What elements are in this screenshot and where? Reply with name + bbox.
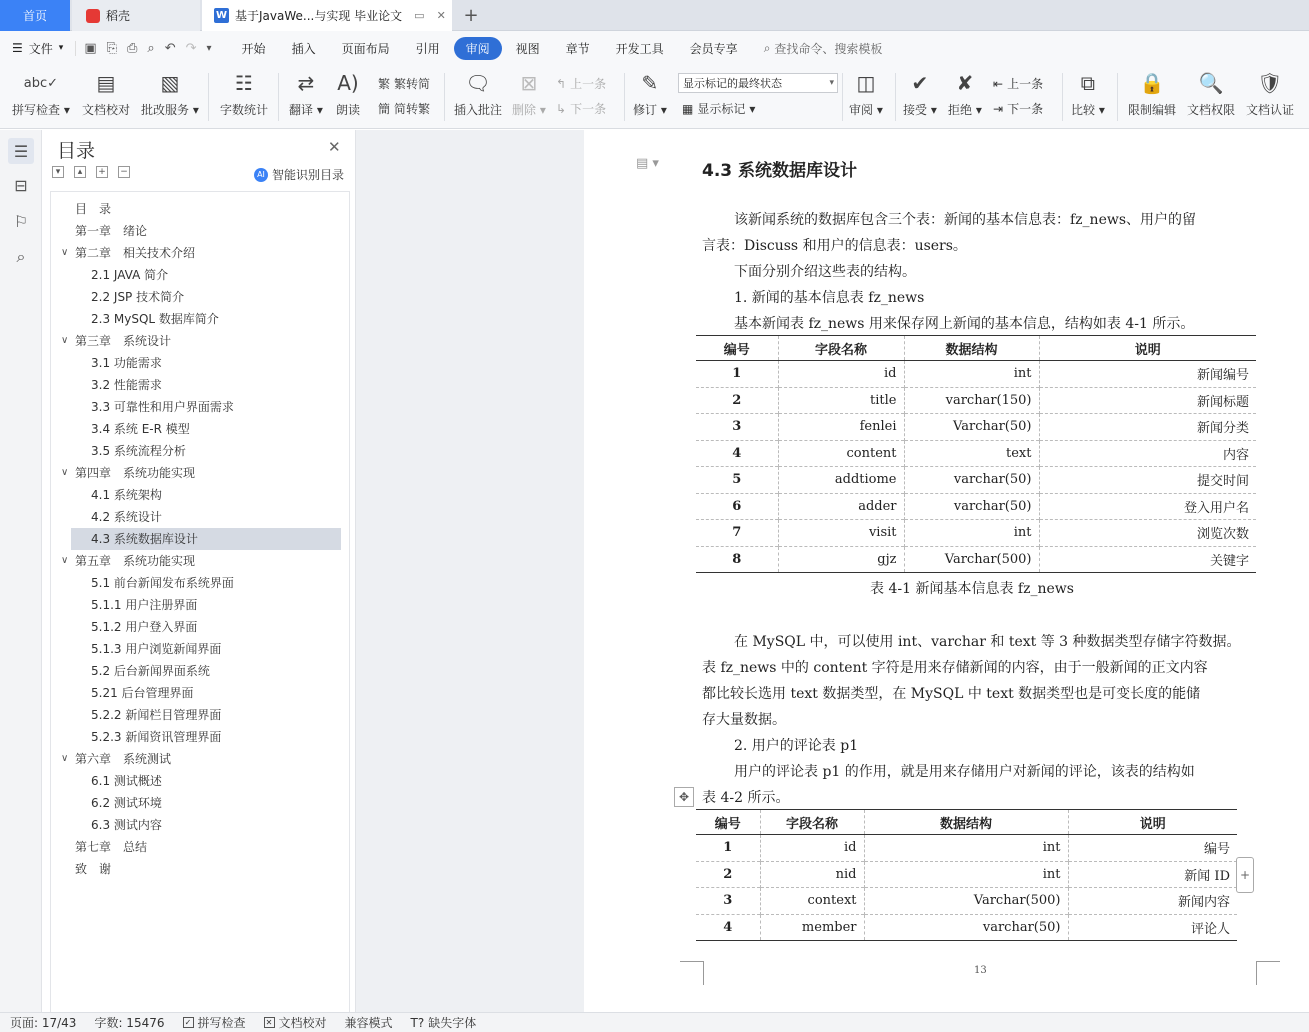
table-cell[interactable]: 登入用户名 — [1039, 493, 1256, 520]
paragraph-line: 都比较长选用 text 数据类型，在 MySQL 中 text 数据类型也是可变长度的能储 — [702, 686, 1201, 702]
simp-to-trad-button[interactable]: 簡 简转繁 — [378, 102, 431, 116]
paragraph-line: 基本新闻表 fz_news 用来保存网上新闻的基本信息，结构如表 4-1 所示。 — [734, 316, 1195, 332]
trad-to-simp-button[interactable]: 繁 繁转简 — [378, 77, 431, 91]
prev-change-button[interactable]: ⇤ 上一条 — [993, 76, 1044, 91]
redo-icon[interactable]: ↷ — [185, 40, 197, 56]
delete-comment-button[interactable]: ⊠ 删除 ▾ — [512, 71, 546, 117]
chevron-down-icon[interactable]: ∨ — [61, 555, 69, 566]
delete-comment-icon: ⊠ — [520, 71, 538, 95]
table-cell[interactable]: 2 — [696, 861, 760, 888]
toc-title: 目录 — [57, 140, 96, 162]
toc-item[interactable]: 3.1 功能需求 — [91, 356, 162, 370]
ribbon-divider — [278, 73, 279, 121]
chevron-down-icon[interactable]: ∨ — [61, 335, 69, 346]
prev-change-icon: ⇤ — [993, 76, 1004, 91]
daoke-logo-icon — [86, 9, 100, 23]
table-row — [696, 467, 1256, 494]
compare-icon: ⧉ — [1080, 71, 1096, 95]
chapter-nav-icon[interactable]: ⊟ — [14, 175, 28, 195]
missing-font-button[interactable]: T? 缺失字体 — [410, 1015, 477, 1030]
table-cell[interactable]: 7 — [696, 520, 778, 547]
tab-close-icon[interactable]: ✕ — [436, 9, 446, 22]
table-header-cell: 字段名称 — [778, 336, 904, 361]
table-row — [696, 493, 1256, 520]
table-header-cell: 数据结构 — [904, 336, 1039, 361]
remove-level-icon[interactable]: − — [118, 166, 130, 178]
table-row — [696, 414, 1256, 441]
menu-items — [230, 37, 752, 60]
search-icon[interactable]: ⌕ — [16, 247, 26, 266]
smart-recognize-icon: AI — [254, 168, 268, 182]
table-cell[interactable]: member — [760, 914, 864, 941]
table-cell[interactable]: Varchar(500) — [864, 888, 1068, 915]
chevron-down-icon[interactable]: ∨ — [61, 753, 69, 764]
proofread-button[interactable]: ▤ 文档校对 — [82, 71, 131, 117]
restrict-editing-button[interactable]: 🔒 限制编辑 — [1128, 71, 1177, 117]
table-cell[interactable]: gjz — [778, 546, 904, 573]
table-cell[interactable]: 6 — [696, 493, 778, 520]
paragraph-line: 1. 新闻的基本信息表 fz_news — [734, 290, 925, 306]
toc-item[interactable]: 第一章 绪论 — [75, 224, 148, 238]
section-heading: 4.3 系统数据库设计 — [702, 161, 858, 181]
table-header-cell: 数据结构 — [864, 810, 1068, 835]
tab-bar — [0, 0, 1309, 31]
word-count-indicator[interactable]: 字数: 15476 — [94, 1016, 165, 1030]
table-cell[interactable]: 新闻内容 — [1068, 888, 1237, 915]
table-cell[interactable]: varchar(50) — [904, 467, 1039, 494]
word-count-icon: ☷ — [235, 71, 253, 95]
table-cell[interactable]: title — [778, 387, 904, 414]
toc-item[interactable]: 6.1 测试概述 — [91, 774, 162, 788]
toc-item[interactable]: 3.4 系统 E-R 模型 — [91, 422, 190, 436]
markup-state-select[interactable]: 显示标记的最终状态 ▾ — [678, 73, 838, 93]
table-cell[interactable]: int — [904, 361, 1039, 388]
toc-item[interactable]: 第六章 系统测试 — [75, 752, 172, 766]
document-format-icon[interactable]: ▤ ▾ — [636, 156, 659, 171]
read-aloud-button[interactable]: A) 朗读 — [335, 71, 360, 117]
table-cell[interactable]: id — [760, 835, 864, 862]
table-cell[interactable]: addtiome — [778, 467, 904, 494]
prev-comment-button[interactable]: ↰ 上一条 — [556, 76, 607, 91]
status-bar — [0, 1012, 1309, 1032]
file-menu[interactable] — [0, 40, 75, 57]
navigation-strip — [0, 130, 42, 1012]
table-header-cell: 编号 — [696, 810, 760, 835]
menu-item[interactable]: 引用 — [415, 41, 440, 56]
next-change-icon: ⇥ — [993, 101, 1004, 116]
menu-item[interactable]: 会员专享 — [689, 41, 738, 56]
toc-item[interactable]: 2.1 JAVA 简介 — [91, 268, 169, 282]
checkbox-icon: ✕ — [264, 1017, 275, 1028]
save-icon[interactable]: ▣ — [84, 40, 97, 56]
new-tab-button[interactable]: + — [463, 5, 479, 26]
table-cell[interactable]: int — [864, 835, 1068, 862]
table-cell[interactable]: 3 — [696, 888, 760, 915]
collapse-all-icon[interactable]: ▴ — [74, 166, 86, 178]
page-corner-mark — [1256, 961, 1280, 985]
spell-check-button[interactable]: abc✓ 拼写检查 ▾ — [12, 69, 70, 118]
news-table[interactable] — [696, 335, 1256, 573]
toc-item[interactable]: 致 谢 — [75, 862, 112, 876]
paragraph-line: 存大量数据。 — [702, 712, 786, 728]
paragraph-line: 用户的评论表 p1 的作用，就是用来存储用户对新闻的评论，该表的结构如 — [734, 764, 1195, 780]
table-cell[interactable]: nid — [760, 861, 864, 888]
close-icon[interactable]: ✕ — [328, 138, 341, 156]
toc-item[interactable]: 5.1.3 用户浏览新闻界面 — [91, 642, 222, 656]
chevron-down-icon[interactable]: ∨ — [61, 247, 69, 258]
table-cell[interactable]: varchar(150) — [904, 387, 1039, 414]
menu-bar — [0, 31, 1309, 65]
page-background — [356, 130, 584, 1012]
paragraph-line: 言表：Discuss 和用户的信息表：users。 — [702, 238, 967, 254]
print-icon[interactable]: ⎙ — [127, 40, 138, 56]
table-cell[interactable]: Varchar(500) — [904, 546, 1039, 573]
chevron-down-icon: ▾ — [829, 78, 834, 88]
word-count-button[interactable]: ☷ 字数统计 — [220, 71, 269, 117]
table-cell[interactable]: varchar(50) — [864, 914, 1068, 941]
menu-item[interactable]: 审阅 — [454, 37, 502, 60]
table-cell[interactable]: id — [778, 361, 904, 388]
table-row — [696, 888, 1237, 915]
translate-icon: ⇄ — [297, 71, 315, 95]
toc-item[interactable]: 5.2 后台新闻界面系统 — [91, 664, 210, 678]
customize-icon[interactable]: ▾ — [206, 42, 212, 54]
compare-button[interactable]: ⧉ 比较 ▾ — [1071, 71, 1105, 117]
tab-home[interactable] — [0, 0, 70, 31]
toc-item[interactable]: 第七章 总结 — [75, 840, 148, 854]
table-row — [696, 914, 1237, 941]
hamburger-icon: ☰ — [12, 41, 23, 55]
proofread-toggle[interactable]: ✕ 文档校对 — [264, 1014, 327, 1031]
table-row — [696, 520, 1256, 547]
ribbon-divider — [208, 73, 209, 121]
toc-item[interactable]: 3.3 可靠性和用户界面需求 — [91, 400, 234, 414]
proofread-icon: ▤ — [96, 71, 116, 95]
toc-panel-icon[interactable]: ☰ — [8, 138, 34, 164]
toc-list — [50, 191, 350, 1012]
read-aloud-icon: A) — [337, 71, 359, 95]
table-row — [696, 861, 1237, 888]
table-row — [696, 546, 1256, 573]
menu-item[interactable]: 页面布局 — [341, 41, 390, 56]
paragraph-line: 在 MySQL 中，可以使用 int、varchar 和 text 等 3 种数据类型存储字符数据。 — [734, 634, 1241, 650]
menu-item[interactable]: 开发工具 — [615, 41, 664, 56]
menu-item[interactable]: 开始 — [241, 41, 266, 56]
comment-table[interactable] — [696, 809, 1237, 941]
reject-icon: ✘ — [956, 71, 974, 95]
tab-home-label: 首页 — [22, 9, 47, 23]
table-cell[interactable]: 新闻 ID — [1068, 861, 1237, 888]
chevron-down-icon: ▾ — [58, 43, 64, 53]
toc-item[interactable]: 第三章 系统设计 — [75, 334, 172, 348]
add-level-icon[interactable]: + — [96, 166, 108, 178]
page-corner-mark — [680, 961, 704, 985]
show-markup-button[interactable]: ▦ 显示标记 ▾ — [682, 101, 756, 116]
ribbon-divider — [624, 73, 625, 121]
table-header-cell: 说明 — [1068, 810, 1237, 835]
table-caption: 表 4-1 新闻基本信息表 fz_news — [870, 581, 1074, 597]
add-column-button[interactable]: + — [1236, 857, 1254, 893]
smart-toc-label: 智能识别目录 — [272, 168, 345, 182]
tab-daoke-label: 稻壳 — [106, 9, 131, 23]
toc-item[interactable]: 4.2 系统设计 — [91, 510, 162, 524]
accept-button[interactable]: ✔ 接受 ▾ — [903, 71, 937, 117]
toc-item[interactable]: 3.2 性能需求 — [91, 378, 162, 392]
table-cell[interactable]: int — [904, 520, 1039, 547]
table-cell[interactable]: 编号 — [1068, 835, 1237, 862]
next-comment-icon: ↳ — [556, 101, 567, 116]
table-cell[interactable]: 新闻分类 — [1039, 414, 1256, 441]
table-cell[interactable]: content — [778, 440, 904, 467]
ribbon-divider — [1062, 73, 1063, 121]
shield-icon: 🛡 — [1257, 71, 1283, 95]
spell-check-toggle[interactable]: ✓ 拼写检查 — [183, 1014, 246, 1031]
table-cell[interactable]: int — [864, 861, 1068, 888]
print-preview-icon[interactable]: ⌕ — [147, 40, 155, 56]
toc-panel — [42, 130, 356, 1012]
toc-item[interactable]: 4.3 系统数据库设计 — [71, 528, 341, 550]
toc-item[interactable]: 5.2.3 新闻资讯管理界面 — [91, 730, 222, 744]
toc-item[interactable]: 2.3 MySQL 数据库简介 — [91, 312, 219, 326]
next-change-button[interactable]: ⇥ 下一条 — [993, 101, 1044, 116]
show-markup-icon: ▦ — [682, 101, 694, 116]
table-cell[interactable]: 评论人 — [1068, 914, 1237, 941]
tab-daoke[interactable] — [72, 0, 200, 31]
toc-item[interactable]: 2.2 JSP 技术简介 — [91, 290, 185, 304]
ribbon-divider — [444, 73, 445, 121]
insert-comment-icon: 🗨 — [465, 71, 491, 95]
table-cell[interactable]: context — [760, 888, 864, 915]
ribbon-review — [0, 65, 1309, 129]
toc-item[interactable]: 目 录 — [75, 202, 112, 216]
table-cell[interactable]: 4 — [696, 914, 760, 941]
table-cell[interactable]: fenlei — [778, 414, 904, 441]
table-cell[interactable]: 3 — [696, 414, 778, 441]
table-move-handle-icon[interactable]: ✥ — [674, 787, 694, 807]
review-pane-button[interactable]: ◫ 审阅 ▾ — [849, 71, 883, 117]
annotate-service-button[interactable]: ▧ 批改服务 ▾ — [141, 71, 199, 117]
spell-check-icon: abc✓ — [23, 75, 59, 91]
page-number: 13 — [974, 965, 987, 976]
review-pane-icon: ◫ — [856, 71, 876, 95]
prev-comment-icon: ↰ — [556, 76, 567, 91]
toc-item[interactable]: 5.21 后台管理界面 — [91, 686, 194, 700]
table-cell[interactable]: 提交时间 — [1039, 467, 1256, 494]
accept-icon: ✔ — [911, 71, 929, 95]
table-cell[interactable]: 2 — [696, 387, 778, 414]
track-changes-button[interactable]: ✎ 修订 ▾ — [633, 71, 667, 117]
menu-item[interactable]: 视图 — [515, 41, 540, 56]
toc-tools — [52, 166, 130, 178]
table-cell[interactable]: text — [904, 440, 1039, 467]
toc-item[interactable]: 5.1.2 用户登入界面 — [91, 620, 198, 634]
command-search-label: 查找命令、搜索模板 — [774, 41, 883, 56]
document-page[interactable] — [584, 130, 1309, 1012]
table-cell[interactable]: adder — [778, 493, 904, 520]
toc-item[interactable]: 6.3 测试内容 — [91, 818, 162, 832]
toc-item[interactable]: 6.2 测试环境 — [91, 796, 162, 810]
document-permission-icon: 🔍 — [1198, 71, 1224, 95]
toc-item[interactable]: 3.5 系统流程分析 — [91, 444, 186, 458]
table-cell[interactable]: 关键字 — [1039, 546, 1256, 573]
undo-icon[interactable]: ↶ — [164, 40, 176, 56]
table-cell[interactable]: 1 — [696, 361, 778, 388]
table-header-cell: 编号 — [696, 336, 778, 361]
next-comment-button[interactable]: ↳ 下一条 — [556, 101, 607, 116]
tab-document[interactable] — [202, 0, 452, 31]
insert-comment-button[interactable]: 🗨 插入批注 — [454, 71, 503, 117]
quick-access — [75, 41, 219, 56]
table-cell[interactable]: 浏览次数 — [1039, 520, 1256, 547]
translate-button[interactable]: ⇄ 翻译 ▾ — [289, 71, 323, 117]
table-cell[interactable]: 新闻编号 — [1039, 361, 1256, 388]
paragraph-line: 2. 用户的评论表 p1 — [734, 738, 859, 754]
toc-item[interactable]: 第二章 相关技术介绍 — [75, 246, 196, 260]
simp-icon: 簡 — [378, 102, 391, 116]
toc-item[interactable]: 4.1 系统架构 — [91, 488, 162, 502]
page-indicator[interactable]: 页面: 17/43 — [10, 1016, 77, 1030]
toc-item[interactable]: 5.1.1 用户注册界面 — [91, 598, 198, 612]
font-icon: T? — [410, 1015, 425, 1030]
ribbon-divider — [1117, 73, 1118, 121]
menu-item[interactable]: 插入 — [291, 41, 316, 56]
menu-item[interactable]: 章节 — [565, 41, 590, 56]
export-pdf-icon[interactable]: ⎘ — [106, 40, 118, 56]
compat-mode-indicator: 兼容模式 — [344, 1016, 393, 1030]
table-row — [696, 387, 1256, 414]
document-certify-button[interactable]: 🛡 文档认证 — [1246, 71, 1295, 117]
toc-item[interactable]: 5.1 前台新闻发布系统界面 — [91, 576, 234, 590]
command-search[interactable] — [764, 40, 883, 57]
table-row — [696, 835, 1237, 862]
toc-item[interactable]: 第四章 系统功能实现 — [75, 466, 196, 480]
ribbon-divider — [895, 73, 896, 121]
table-cell[interactable]: 5 — [696, 467, 778, 494]
paragraph-line: 下面分别介绍这些表的结构。 — [734, 264, 916, 280]
tab-window-icon[interactable]: ▭ — [414, 9, 425, 22]
track-changes-icon: ✎ — [641, 71, 659, 95]
toc-item[interactable]: 5.2.2 新闻栏目管理界面 — [91, 708, 222, 722]
toc-item[interactable]: 第五章 系统功能实现 — [75, 554, 196, 568]
table-row — [696, 440, 1256, 467]
lock-icon: 🔒 — [1139, 71, 1165, 95]
paragraph-line: 表 4-2 所示。 — [702, 790, 790, 806]
annotate-service-icon: ▧ — [160, 71, 180, 95]
table-cell[interactable]: 4 — [696, 440, 778, 467]
table-cell[interactable]: visit — [778, 520, 904, 547]
table-header-cell: 说明 — [1039, 336, 1256, 361]
trad-icon: 繁 — [378, 77, 391, 91]
writer-logo-icon: W — [215, 10, 228, 21]
checkbox-icon: ✓ — [183, 1017, 194, 1028]
ribbon-divider — [842, 73, 843, 121]
reject-button[interactable]: ✘ 拒绝 ▾ — [948, 71, 982, 117]
table-cell[interactable]: 内容 — [1039, 440, 1256, 467]
document-permission-button[interactable]: 🔍 文档权限 — [1187, 71, 1236, 117]
chevron-down-icon[interactable]: ∨ — [61, 467, 69, 478]
table-cell[interactable]: Varchar(50) — [904, 414, 1039, 441]
search-icon: ⌕ — [763, 40, 771, 55]
paragraph-line: 该新闻系统的数据库包含三个表：新闻的基本信息表：fz_news、用户的留 — [734, 212, 1197, 228]
table-header-cell: 字段名称 — [760, 810, 864, 835]
table-cell[interactable]: 新闻标题 — [1039, 387, 1256, 414]
table-row — [696, 361, 1256, 388]
bookmark-icon[interactable]: ⚐ — [13, 211, 29, 231]
table-cell[interactable]: 1 — [696, 835, 760, 862]
table-cell[interactable]: varchar(50) — [904, 493, 1039, 520]
tab-document-label: 基于JavaWe...与实现 毕业论文 — [235, 9, 403, 23]
paragraph-line: 表 fz_news 中的 content 字符是用来存储新闻的内容，由于一般新闻的正文内容 — [702, 660, 1208, 676]
file-menu-label: 文件 — [28, 41, 53, 56]
table-cell[interactable]: 8 — [696, 546, 778, 573]
smart-toc-button[interactable] — [254, 166, 344, 183]
expand-all-icon[interactable]: ▾ — [52, 166, 64, 178]
